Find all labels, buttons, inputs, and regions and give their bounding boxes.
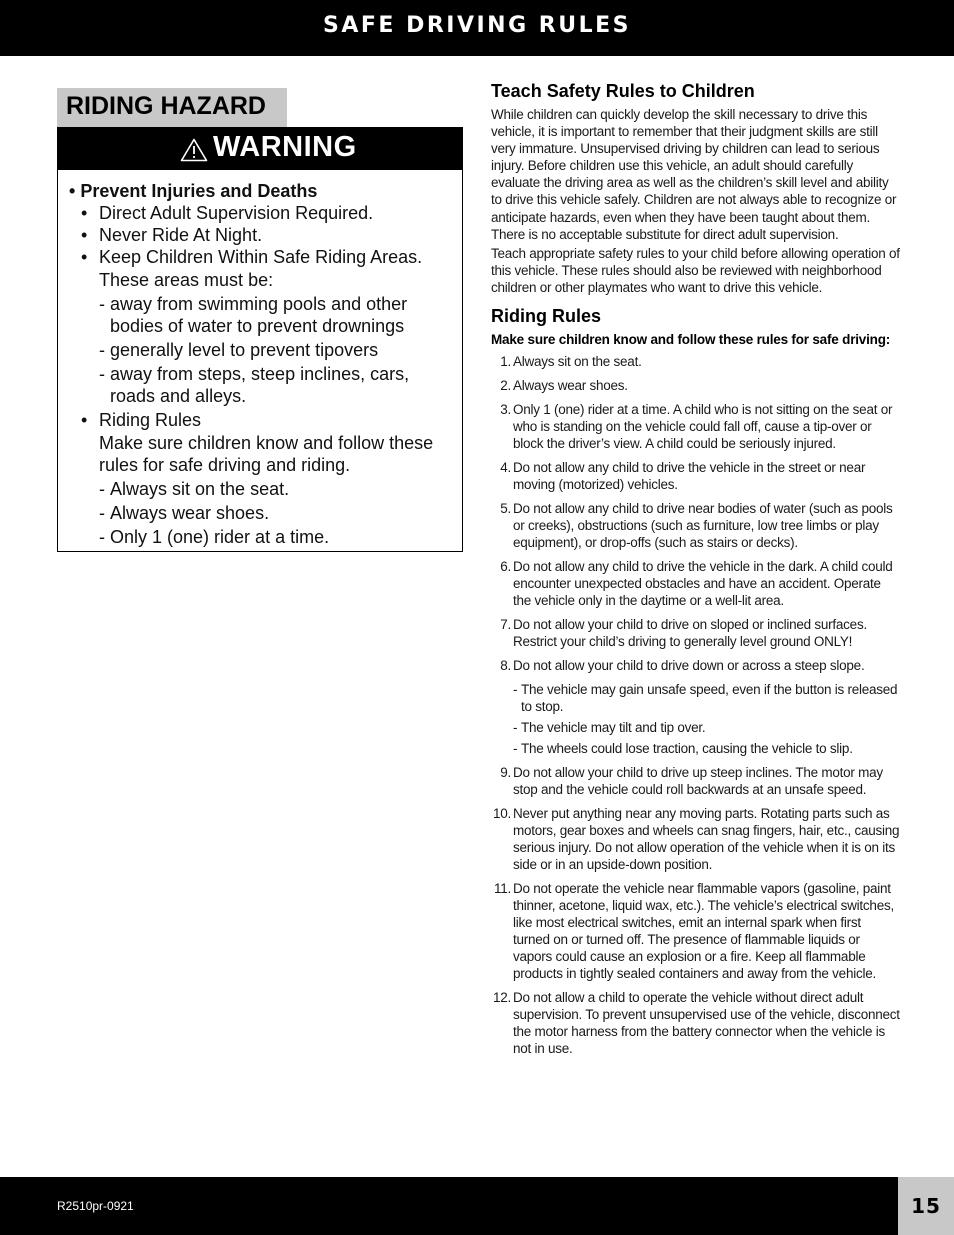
- warning-item: • Direct Adult Supervision Required.: [81, 203, 374, 223]
- rule-subitem: - The vehicle may gain unsafe speed, even if the button is released to stop.: [513, 681, 898, 714]
- warning-subitem: - away from swimming pools and other bodies of water to prevent drownings: [99, 294, 408, 336]
- right-column: [491, 80, 901, 1057]
- rule-item: 8. Do not allow your child to drive down or across a steep slope.: [500, 657, 865, 673]
- warning-subitem: - away from steps, steep inclines, cars, roads and alleys.: [99, 364, 410, 406]
- rule-item: 10. Never put anything near any moving parts. Rotating parts such as motors, gear boxes and wheels can snag fingers, hair, etc., causing serious injury. Do not allow operation of the vehicle when it is on its side or in an upside-down position.: [492, 805, 900, 872]
- teach-safety-title: Teach Safety Rules to Children: [491, 81, 755, 101]
- warning-subitem: - Always sit on the seat.: [99, 479, 290, 499]
- warning-item-para: These areas must be:: [99, 270, 274, 290]
- rule-item: 7. Do not allow your child to drive on sloped or inclined surfaces. Restrict your child’s driving to generally level ground ONLY!: [500, 616, 867, 649]
- riding-hazard-tab: [57, 88, 287, 128]
- rule-item: 11. Do not operate the vehicle near flammable vapors (gasoline, paint thinner, acetone, liquid wax, etc.). The vehicle’s electrical switches, like most electrical switches, emit an internal spark when first turned on or turned off. The presence of flammable liquids or vapors could cause an explosion or a fire. Keep all flammable products in tightly sealed containers and away from the vehicle.: [493, 880, 894, 981]
- page-header-title: SAFE DRIVING RULES: [322, 13, 631, 38]
- warning-triangle-icon: [180, 138, 208, 162]
- rule-item: 1. Always sit on the seat.: [500, 353, 642, 369]
- rule-item: 12. Do not allow a child to operate the vehicle without direct adult supervision. To prevent unsupervised use of the vehicle, disconnect the motor harness from the battery connector when the vehicle is not in use.: [492, 989, 900, 1056]
- warning-box: [57, 127, 463, 552]
- rule-item: 6. Do not allow any child to drive the vehicle in the dark. A child could encounter unexpected obstacles and have an accident. Operate the vehicle only in the daytime or a well-lit area.: [500, 558, 893, 608]
- warning-bar: [58, 128, 462, 170]
- rule-item: 3. Only 1 (one) rider at a time. A child who is not sitting on the seat or who is standing on the vehicle could fall off, cause a tip-over or block the driver’s view. A child could be seriously injured.: [500, 401, 893, 451]
- warning-item: • Never Ride At Night.: [81, 225, 263, 245]
- header-bar: [0, 0, 954, 56]
- page-number-box: [898, 1177, 954, 1235]
- warning-content: [69, 180, 459, 548]
- warning-subitem: - Always wear shoes.: [99, 503, 270, 523]
- warning-subitem: - generally level to prevent tipovers: [99, 340, 379, 360]
- warning-main-heading: • Prevent Injuries and Deaths: [69, 181, 318, 201]
- riding-rules-title: Riding Rules: [491, 306, 602, 327]
- riding-rules-intro: Make sure children know and follow these rules for safe driving:: [491, 332, 891, 348]
- teach-paragraph-2: Teach appropriate safety rules to your child before allowing operation of this vehicle. These rules should also be reviewed with neighborhood children or other playmates who want to drive this vehicle.: [491, 245, 900, 295]
- rule-subitem: - The vehicle may tilt and tip over.: [513, 719, 706, 735]
- warning-item: • Keep Children Within Safe Riding Areas.: [81, 247, 423, 267]
- rule-item: 4. Do not allow any child to drive the vehicle in the street or near moving (motorized) vehicles.: [500, 459, 866, 492]
- page-number: 15: [911, 1194, 941, 1218]
- warning-label: WARNING: [213, 131, 357, 163]
- warning-item: • Riding Rules: [81, 410, 202, 430]
- riding-hazard-title: RIDING HAZARD: [66, 92, 266, 120]
- warning-subitem: - Only 1 (one) rider at a time.: [99, 527, 330, 547]
- rule-item: 5. Do not allow any child to drive near bodies of water (such as pools or creeks), obstructions (such as furniture, low tree limbs or play equipment), or drop-offs (such as stairs or decks).: [500, 500, 893, 550]
- teach-paragraph-1: While children can quickly develop the skill necessary to drive this vehicle, it is important to remember that their judgment skills are still very immature. Unsupervised driving by children can lead to serious injury. Before children use this vehicle, an adult should carefully evaluate the driving area as well as the children’s skill level and ability to drive this vehicle safely. Children are not always able to recognize or anticipate hazards, even when they have been taught about them. There is no acceptable substitute for direct adult supervision.: [491, 107, 897, 242]
- rule-subitem: - The wheels could lose traction, causing the vehicle to slip.: [513, 740, 853, 756]
- warning-item-para: Make sure children know and follow these rules for safe driving and riding.: [99, 433, 434, 475]
- rule-item: 2. Always wear shoes.: [500, 377, 628, 393]
- footer-bar: [0, 1177, 898, 1235]
- rule-item: 9. Do not allow your child to drive up steep inclines. The motor may stop and the vehicle could roll backwards at an unsafe speed.: [500, 764, 883, 797]
- document-code: R2510pr-0921: [57, 1199, 134, 1213]
